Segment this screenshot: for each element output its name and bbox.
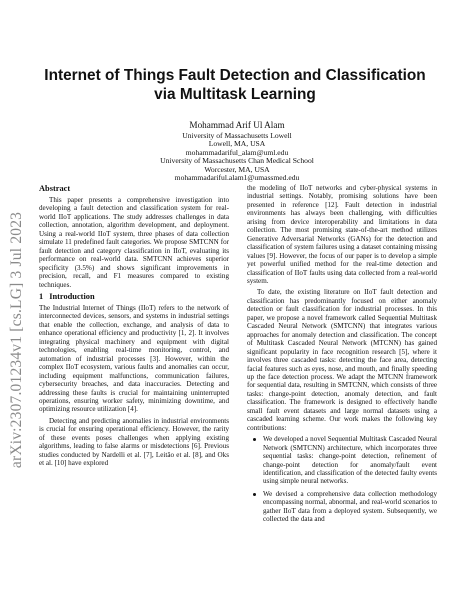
list-item — [247, 435, 437, 486]
arxiv-identifier: arXiv:2307.01234v1 [cs.LG] 3 Jul 2023 — [8, 211, 26, 469]
arxiv-side-stamp — [2, 160, 32, 520]
list-item-text: We devised a comprehensive data collection methodology encompassing normal, abnormal, and real-world scenarios to gather IIoT data from a deployed system. Subsequently, we collected the data and — [263, 489, 437, 524]
left-column — [39, 184, 229, 471]
author-email[interactable]: mohammadariful.alam1@umassmed.edu — [174, 173, 300, 183]
bullet-icon — [253, 493, 256, 496]
list-item — [247, 490, 437, 524]
abstract-heading: Abstract — [39, 184, 71, 193]
paragraph: Detecting and predicting anomalies in industrial environments is crucial for ensuring operational efficiency. However, the rarity of these events poses challenges when applying existing algorithms, leading to false alarms or misdetections [6]. Previous studies conducted by Nardelli et al. [7], Leitão et al. [8], and Oks et al. [10] have explored — [39, 416, 229, 468]
abstract-body: This paper presents a comprehensive investigation into developing a fault detection and classification system for real-world IIoT applications. The study addresses challenges in data collection, annotation, algorithm development, and deployment. Using a real-world IIoT system, three phases of data collection simulate 11 predefined fault categories. We propose SMTCNN for fault detection and category classification in IIoT, evaluating its performance on real-world data. SMTCNN achieves superior specificity (3.5%) and shows significant improvements in precision, recall, and F1 measures compared to existing techniques. — [39, 196, 229, 289]
author-location: Lowell, MA, USA — [208, 139, 266, 149]
paragraph: The Industrial Internet of Things (IIoT) refers to the network of interconnected devices, sensors, and systems in industrial settings that enable the collection, exchange, and analysis of data to enhance operational efficiency and productivity [1, 2]. It involves integrating physical machinery and equipment with digital technologies, enabling real-time monitoring, control, and automation of industrial processes [3]. However, within the complex IIoT ecosystem, various faults and anomalies can occur, including equipment malfunctions, communication failures, cybersecurity breaches, and data inaccuracies. Detecting and addressing these faults is crucial for maintaining uninterrupted operations, ensuring worker safety, minimizing downtime, and optimizing resource utilization [4]. — [39, 303, 229, 414]
bullet-icon — [253, 438, 256, 441]
contributions-list — [247, 435, 437, 524]
paragraph: the modeling of IIoT networks and cyber-physical systems in industrial settings. Notably, promising solutions have been presented in reference [12]. Fault detection in industrial environments has always been challenging, with difficulties arising from device interoperability and limitations in data collection. The most promising state-of-the-art method utilizes Generative Adversarial Networks (GANs) for the detection and classification of system failures using a dataset containing missing values [9]. However, the focus of our paper is to develop a simple yet powerful unified method for the real-time detection and classification of IIoT faults using data collected from a real-world system. — [247, 184, 437, 285]
paragraph: To date, the existing literature on IIoT fault detection and classification has predominantly focused on either anomaly detection or fault classification for industrial processes. In this paper, we propose a novel framework called Sequential Multitask Cascaded Neural Network (SMTCNN) that integrates various approaches for anomaly detection and classification. The concept of Multitask Cascaded Neural Network (MTCNN) has gained significant popularity in face recognition research [5], where it involves three cascaded tasks: detecting the face area, detecting facial features such as eyes, nose, and mouth, and finally speeding up the face detection process. We adapt the MTCNN framework for sequential data, resulting in SMTCNN, which consists of three tasks: change-point detection, anomaly detection, and fault classification. The framework is designed to effectively handle small fault event datasets and large normal datasets using a cascaded learning scheme. Our work makes the following key contributions: — [247, 288, 437, 432]
author-location: Worcester, MA, USA — [204, 164, 270, 174]
right-column — [247, 184, 437, 528]
author-name: Mohammad Arif Ul Alam — [189, 120, 285, 130]
author-block — [130, 120, 344, 182]
section-number: 1 — [39, 291, 44, 301]
section-title: Introduction — [49, 291, 95, 301]
author-email[interactable]: mohammadariful_alam@uml.edu — [185, 147, 289, 157]
section-heading — [39, 292, 229, 302]
paper-title: Internet of Things Fault Detection and Classification via Multitask Learning — [44, 67, 426, 103]
author-affiliation: University of Massachusetts Lowell — [182, 131, 292, 140]
author-affiliation: University of Massachusetts Chan Medical School — [160, 156, 314, 166]
list-item-text: We developed a novel Sequential Multitask Cascaded Neural Network (SMTCNN) architecture, which incorporates three sequential tasks: change-point detection, refinement of change-point detection for anomaly/fault event identification, and classification of the detected faulty events using simple neural networks. — [263, 435, 437, 486]
